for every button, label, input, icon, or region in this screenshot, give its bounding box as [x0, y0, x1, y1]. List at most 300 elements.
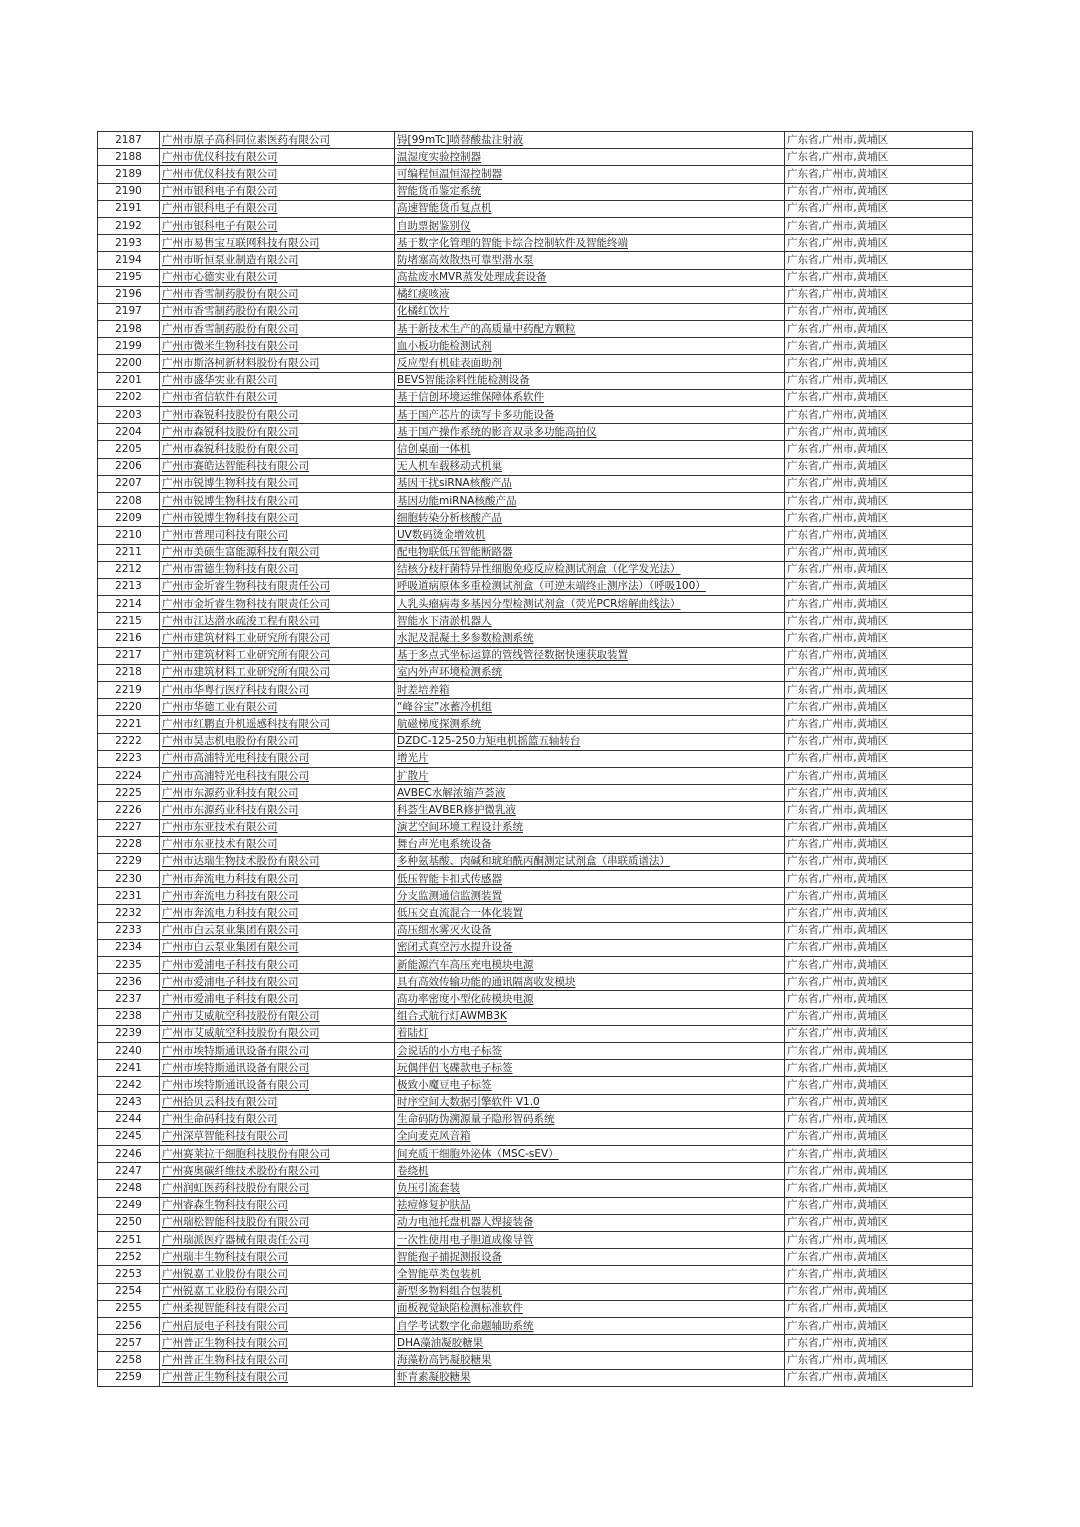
table-row	[98, 836, 973, 853]
region-cell: 广东省,广州市,黄埔区	[785, 1369, 973, 1386]
company-name-cell: 广州市原子高科同位素医药有限公司	[160, 132, 395, 149]
row-number-cell: 2199	[98, 338, 160, 355]
product-name-cell: 演艺空间环境工程设计系统	[395, 819, 785, 836]
region-cell: 广东省,广州市,黄埔区	[785, 1283, 973, 1300]
region-cell: 广东省,广州市,黄埔区	[785, 699, 973, 716]
product-name-cell: DHA藻油凝胶糖果	[395, 1335, 785, 1352]
region-cell: 广东省,广州市,黄埔区	[785, 1008, 973, 1025]
product-name-cell: 分支监测通信监测装置	[395, 888, 785, 905]
row-number-cell: 2245	[98, 1128, 160, 1145]
region-cell: 广东省,广州市,黄埔区	[785, 716, 973, 733]
company-name-cell: 广州市香雪制药股份有限公司	[160, 303, 395, 320]
table-row	[98, 647, 973, 664]
table-row	[98, 166, 973, 183]
region-cell: 广东省,广州市,黄埔区	[785, 974, 973, 991]
product-name-cell: 极致小魔豆电子标签	[395, 1077, 785, 1094]
row-number-cell: 2198	[98, 321, 160, 338]
company-name-cell: 广州市赛皓达智能科技有限公司	[160, 458, 395, 475]
product-name-cell: 玩偶伴侣飞碟款电子标签	[395, 1060, 785, 1077]
company-name-cell: 广州瑞丰生物科技有限公司	[160, 1249, 395, 1266]
region-cell: 广东省,广州市,黄埔区	[785, 1094, 973, 1111]
row-number-cell: 2219	[98, 682, 160, 699]
region-cell: 广东省,广州市,黄埔区	[785, 303, 973, 320]
product-name-cell: 智能水下清淤机器人	[395, 613, 785, 630]
company-name-cell: 广州市爱浦电子科技有限公司	[160, 957, 395, 974]
table-row	[98, 664, 973, 681]
product-name-cell: 生命码防伪溯源量子隐形智码系统	[395, 1111, 785, 1128]
row-number-cell: 2207	[98, 475, 160, 492]
product-name-cell: 室内外声环境检测系统	[395, 664, 785, 681]
row-number-cell: 2233	[98, 922, 160, 939]
company-name-cell: 广州市心德实业有限公司	[160, 269, 395, 286]
region-cell: 广东省,广州市,黄埔区	[785, 424, 973, 441]
region-cell: 广东省,广州市,黄埔区	[785, 1025, 973, 1042]
company-name-cell: 广州市达瑞生物技术股份有限公司	[160, 853, 395, 870]
region-cell: 广东省,广州市,黄埔区	[785, 1352, 973, 1369]
row-number-cell: 2247	[98, 1163, 160, 1180]
row-number-cell: 2203	[98, 407, 160, 424]
table-row	[98, 699, 973, 716]
row-number-cell: 2235	[98, 957, 160, 974]
company-name-cell: 广州睿森生物科技有限公司	[160, 1197, 395, 1214]
product-name-cell: 水泥及混凝土多参数检测系统	[395, 630, 785, 647]
table-body	[98, 132, 973, 1387]
region-cell: 广东省,广州市,黄埔区	[785, 1060, 973, 1077]
company-name-cell: 广州市优仪科技有限公司	[160, 166, 395, 183]
company-name-cell: 广州市斯洛柯新材料股份有限公司	[160, 355, 395, 372]
company-name-cell: 广州市东源药业科技有限公司	[160, 785, 395, 802]
row-number-cell: 2228	[98, 836, 160, 853]
row-number-cell: 2227	[98, 819, 160, 836]
table-row	[98, 1249, 973, 1266]
region-cell: 广东省,广州市,黄埔区	[785, 836, 973, 853]
product-name-cell: 无人机车载移动式机巢	[395, 458, 785, 475]
table-row	[98, 1128, 973, 1145]
table-row	[98, 527, 973, 544]
product-name-cell: 防堵塞高效散热可靠型潜水泵	[395, 252, 785, 269]
company-name-cell: 广州市盛华实业有限公司	[160, 372, 395, 389]
product-name-cell: 结核分枝杆菌特异性细胞免疫反应检测试剂盒（化学发光法）	[395, 561, 785, 578]
row-number-cell: 2226	[98, 802, 160, 819]
table-row	[98, 1060, 973, 1077]
product-name-cell: 智能孢子捕捉测报设备	[395, 1249, 785, 1266]
table-row	[98, 785, 973, 802]
table-row	[98, 957, 973, 974]
row-number-cell: 2237	[98, 991, 160, 1008]
row-number-cell: 2236	[98, 974, 160, 991]
region-cell: 广东省,广州市,黄埔区	[785, 1111, 973, 1128]
table-row	[98, 991, 973, 1008]
table-row	[98, 613, 973, 630]
row-number-cell: 2229	[98, 853, 160, 870]
product-name-cell: 密闭式真空污水提升设备	[395, 939, 785, 956]
table-row	[98, 871, 973, 888]
table-row	[98, 269, 973, 286]
company-name-cell: 广州普正生物科技有限公司	[160, 1369, 395, 1386]
company-name-cell: 广州瑞松智能科技股份有限公司	[160, 1214, 395, 1231]
company-name-cell: 广州柔视智能科技有限公司	[160, 1300, 395, 1317]
row-number-cell: 2252	[98, 1249, 160, 1266]
row-number-cell: 2190	[98, 183, 160, 200]
product-name-cell: 时差培养箱	[395, 682, 785, 699]
product-name-cell: 化橘红饮片	[395, 303, 785, 320]
table-row	[98, 1300, 973, 1317]
product-name-cell: 人乳头瘤病毒多基因分型检测试剂盒（荧光PCR熔解曲线法）	[395, 596, 785, 613]
product-name-cell: 温湿度实验控制器	[395, 149, 785, 166]
product-name-cell: 科荟生AVBER修护微乳液	[395, 802, 785, 819]
region-cell: 广东省,广州市,黄埔区	[785, 200, 973, 217]
region-cell: 广东省,广州市,黄埔区	[785, 647, 973, 664]
region-cell: 广东省,广州市,黄埔区	[785, 802, 973, 819]
product-name-cell: 锝[99mTc]喷替酸盐注射液	[395, 132, 785, 149]
region-cell: 广东省,广州市,黄埔区	[785, 355, 973, 372]
row-number-cell: 2218	[98, 664, 160, 681]
table-row	[98, 819, 973, 836]
company-name-cell: 广州市高浦特光电科技有限公司	[160, 750, 395, 767]
row-number-cell: 2242	[98, 1077, 160, 1094]
region-cell: 广东省,广州市,黄埔区	[785, 664, 973, 681]
region-cell: 广东省,广州市,黄埔区	[785, 1335, 973, 1352]
company-name-cell: 广州市金圻睿生物科技有限责任公司	[160, 578, 395, 595]
table-row	[98, 1025, 973, 1042]
row-number-cell: 2202	[98, 389, 160, 406]
product-name-cell: BEVS智能涂料性能检测设备	[395, 372, 785, 389]
table-row	[98, 1335, 973, 1352]
region-cell: 广东省,广州市,黄埔区	[785, 217, 973, 234]
company-name-cell: 广州润虹医药科技股份有限公司	[160, 1180, 395, 1197]
product-list-table	[97, 131, 973, 1387]
row-number-cell: 2206	[98, 458, 160, 475]
region-cell: 广东省,广州市,黄埔区	[785, 544, 973, 561]
region-cell: 广东省,广州市,黄埔区	[785, 492, 973, 509]
table-row	[98, 733, 973, 750]
company-name-cell: 广州市雷德生物科技有限公司	[160, 561, 395, 578]
table-row	[98, 1214, 973, 1231]
row-number-cell: 2189	[98, 166, 160, 183]
company-name-cell: 广州市建筑材料工业研究所有限公司	[160, 664, 395, 681]
row-number-cell: 2214	[98, 596, 160, 613]
table-row	[98, 682, 973, 699]
region-cell: 广东省,广州市,黄埔区	[785, 785, 973, 802]
region-cell: 广东省,广州市,黄埔区	[785, 321, 973, 338]
row-number-cell: 2253	[98, 1266, 160, 1283]
row-number-cell: 2223	[98, 750, 160, 767]
table-row	[98, 1077, 973, 1094]
company-name-cell: 广州启辰电子科技有限公司	[160, 1317, 395, 1334]
table-row	[98, 132, 973, 149]
company-name-cell: 广州市白云泵业集团有限公司	[160, 939, 395, 956]
row-number-cell: 2222	[98, 733, 160, 750]
region-cell: 广东省,广州市,黄埔区	[785, 1180, 973, 1197]
region-cell: 广东省,广州市,黄埔区	[785, 510, 973, 527]
product-name-cell: 舞台声光电系统设备	[395, 836, 785, 853]
product-name-cell: 间充质干细胞外泌体（MSC-sEV）	[395, 1146, 785, 1163]
table-row	[98, 200, 973, 217]
product-name-cell: 面板视觉缺陷检测标准软件	[395, 1300, 785, 1317]
table-row	[98, 544, 973, 561]
row-number-cell: 2257	[98, 1335, 160, 1352]
region-cell: 广东省,广州市,黄埔区	[785, 888, 973, 905]
product-name-cell: 智能货币鉴定系统	[395, 183, 785, 200]
table-row	[98, 1317, 973, 1334]
product-name-cell: 基于新技术生产的高质量中药配方颗粒	[395, 321, 785, 338]
table-row	[98, 303, 973, 320]
region-cell: 广东省,广州市,黄埔区	[785, 750, 973, 767]
row-number-cell: 2248	[98, 1180, 160, 1197]
table-row	[98, 853, 973, 870]
row-number-cell: 2246	[98, 1146, 160, 1163]
company-name-cell: 广州市锐博生物科技有限公司	[160, 475, 395, 492]
row-number-cell: 2251	[98, 1232, 160, 1249]
product-name-cell: 负压引流套装	[395, 1180, 785, 1197]
region-cell: 广东省,广州市,黄埔区	[785, 475, 973, 492]
company-name-cell: 广州生命码科技有限公司	[160, 1111, 395, 1128]
row-number-cell: 2192	[98, 217, 160, 234]
region-cell: 广东省,广州市,黄埔区	[785, 905, 973, 922]
company-name-cell: 广州市普理司科技有限公司	[160, 527, 395, 544]
company-name-cell: 广州市微米生物科技有限公司	[160, 338, 395, 355]
table-row	[98, 1008, 973, 1025]
region-cell: 广东省,广州市,黄埔区	[785, 561, 973, 578]
company-name-cell: 广州市奔流电力科技有限公司	[160, 905, 395, 922]
region-cell: 广东省,广州市,黄埔区	[785, 235, 973, 252]
company-name-cell: 广州市银科电子有限公司	[160, 217, 395, 234]
table-row	[98, 905, 973, 922]
row-number-cell: 2230	[98, 871, 160, 888]
region-cell: 广东省,广州市,黄埔区	[785, 991, 973, 1008]
company-name-cell: 广州市金圻睿生物科技有限责任公司	[160, 596, 395, 613]
table-row	[98, 1197, 973, 1214]
table-row	[98, 458, 973, 475]
region-cell: 广东省,广州市,黄埔区	[785, 578, 973, 595]
product-name-cell: 航磁梯度探测系统	[395, 716, 785, 733]
company-name-cell: 广州市香雪制药股份有限公司	[160, 321, 395, 338]
row-number-cell: 2224	[98, 767, 160, 784]
region-cell: 广东省,广州市,黄埔区	[785, 957, 973, 974]
company-name-cell: 广州市东亚技术有限公司	[160, 836, 395, 853]
region-cell: 广东省,广州市,黄埔区	[785, 252, 973, 269]
company-name-cell: 广州市昕恒泵业制造有限公司	[160, 252, 395, 269]
row-number-cell: 2259	[98, 1369, 160, 1386]
company-name-cell: 广州市艾威航空科技股份有限公司	[160, 1025, 395, 1042]
table-row	[98, 286, 973, 303]
company-name-cell: 广州赛奥碳纤维技术股份有限公司	[160, 1163, 395, 1180]
table-row	[98, 217, 973, 234]
product-name-cell: 基于国产操作系统的影音双录多功能高拍仪	[395, 424, 785, 441]
company-name-cell: 广州市建筑材料工业研究所有限公司	[160, 647, 395, 664]
row-number-cell: 2194	[98, 252, 160, 269]
row-number-cell: 2210	[98, 527, 160, 544]
company-name-cell: 广州市银科电子有限公司	[160, 200, 395, 217]
region-cell: 广东省,广州市,黄埔区	[785, 613, 973, 630]
region-cell: 广东省,广州市,黄埔区	[785, 1077, 973, 1094]
company-name-cell: 广州市美硕生富能源科技有限公司	[160, 544, 395, 561]
row-number-cell: 2217	[98, 647, 160, 664]
product-name-cell: 具有高效传输功能的通讯隔离收发模块	[395, 974, 785, 991]
company-name-cell: 广州市省信软件有限公司	[160, 389, 395, 406]
row-number-cell: 2196	[98, 286, 160, 303]
product-name-cell: AVBEC水解浓缩芦荟液	[395, 785, 785, 802]
product-name-cell: 增光片	[395, 750, 785, 767]
product-name-cell: 低压智能卡扣式传感器	[395, 871, 785, 888]
region-cell: 广东省,广州市,黄埔区	[785, 166, 973, 183]
product-name-cell: 着陆灯	[395, 1025, 785, 1042]
product-name-cell: 基因干扰siRNA核酸产品	[395, 475, 785, 492]
company-name-cell: 广州市森锐科技股份有限公司	[160, 407, 395, 424]
row-number-cell: 2241	[98, 1060, 160, 1077]
product-name-cell: 多种氨基酸、肉碱和琥珀酰丙酮测定试剂盒（串联质谱法）	[395, 853, 785, 870]
company-name-cell: 广州市昊志机电股份有限公司	[160, 733, 395, 750]
company-name-cell: 广州市易售宝互联网科技有限公司	[160, 235, 395, 252]
table-row	[98, 510, 973, 527]
table-row	[98, 407, 973, 424]
product-name-cell: 基于国产芯片的读写卡多功能设备	[395, 407, 785, 424]
product-name-cell: 可编程恒温恒湿控制器	[395, 166, 785, 183]
table-row	[98, 1163, 973, 1180]
table-row	[98, 492, 973, 509]
table-row	[98, 183, 973, 200]
company-name-cell: 广州市森锐科技股份有限公司	[160, 441, 395, 458]
row-number-cell: 2213	[98, 578, 160, 595]
region-cell: 广东省,广州市,黄埔区	[785, 871, 973, 888]
table-row	[98, 630, 973, 647]
product-name-cell: 低压交直流混合一体化装置	[395, 905, 785, 922]
product-name-cell: DZDC-125-250力矩电机摇篮五轴转台	[395, 733, 785, 750]
table-row	[98, 441, 973, 458]
row-number-cell: 2209	[98, 510, 160, 527]
company-name-cell: 广州市埃特斯通讯设备有限公司	[160, 1042, 395, 1059]
product-name-cell: 扩散片	[395, 767, 785, 784]
company-name-cell: 广州市高浦特光电科技有限公司	[160, 767, 395, 784]
table-row	[98, 716, 973, 733]
row-number-cell: 2187	[98, 132, 160, 149]
table-row	[98, 1111, 973, 1128]
region-cell: 广东省,广州市,黄埔区	[785, 630, 973, 647]
region-cell: 广东省,广州市,黄埔区	[785, 389, 973, 406]
company-name-cell: 广州锐嘉工业股份有限公司	[160, 1266, 395, 1283]
table-row	[98, 750, 973, 767]
product-name-cell: 海藻粉高钙凝胶糖果	[395, 1352, 785, 1369]
table-row	[98, 355, 973, 372]
row-number-cell: 2243	[98, 1094, 160, 1111]
row-number-cell: 2220	[98, 699, 160, 716]
row-number-cell: 2244	[98, 1111, 160, 1128]
row-number-cell: 2204	[98, 424, 160, 441]
row-number-cell: 2193	[98, 235, 160, 252]
product-name-cell: 会说话的小方电子标签	[395, 1042, 785, 1059]
row-number-cell: 2234	[98, 939, 160, 956]
product-name-cell: 动力电池托盘机器人焊接装备	[395, 1214, 785, 1231]
product-name-cell: 新型多物料组合包装机	[395, 1283, 785, 1300]
table-row	[98, 939, 973, 956]
region-cell: 广东省,广州市,黄埔区	[785, 1317, 973, 1334]
product-name-cell: 基因功能miRNA核酸产品	[395, 492, 785, 509]
table-row	[98, 252, 973, 269]
product-name-cell: “峰谷宝”冰蓄冷机组	[395, 699, 785, 716]
row-number-cell: 2188	[98, 149, 160, 166]
region-cell: 广东省,广州市,黄埔区	[785, 338, 973, 355]
row-number-cell: 2254	[98, 1283, 160, 1300]
region-cell: 广东省,广州市,黄埔区	[785, 596, 973, 613]
table-row	[98, 922, 973, 939]
table-row	[98, 1232, 973, 1249]
table-row	[98, 1352, 973, 1369]
product-name-cell: UV数码烫金增效机	[395, 527, 785, 544]
company-name-cell: 广州市红鹏直升机遥感科技有限公司	[160, 716, 395, 733]
company-name-cell: 广州普正生物科技有限公司	[160, 1335, 395, 1352]
product-name-cell: 反应型有机硅表面助剂	[395, 355, 785, 372]
row-number-cell: 2240	[98, 1042, 160, 1059]
company-name-cell: 广州市奔流电力科技有限公司	[160, 871, 395, 888]
region-cell: 广东省,广州市,黄埔区	[785, 1128, 973, 1145]
table-row	[98, 389, 973, 406]
region-cell: 广东省,广州市,黄埔区	[785, 286, 973, 303]
table-row	[98, 767, 973, 784]
row-number-cell: 2249	[98, 1197, 160, 1214]
company-name-cell: 广州市埃特斯通讯设备有限公司	[160, 1060, 395, 1077]
table-row	[98, 1042, 973, 1059]
product-name-cell: 祛痘修复护肤品	[395, 1197, 785, 1214]
region-cell: 广东省,广州市,黄埔区	[785, 1266, 973, 1283]
table-row	[98, 596, 973, 613]
region-cell: 广东省,广州市,黄埔区	[785, 458, 973, 475]
table-row	[98, 578, 973, 595]
product-name-cell: 配电物联低压智能断路器	[395, 544, 785, 561]
company-name-cell: 广州市江达潜水疏浚工程有限公司	[160, 613, 395, 630]
table-row	[98, 372, 973, 389]
company-name-cell: 广州市东亚技术有限公司	[160, 819, 395, 836]
company-name-cell: 广州市东源药业科技有限公司	[160, 802, 395, 819]
row-number-cell: 2211	[98, 544, 160, 561]
region-cell: 广东省,广州市,黄埔区	[785, 1249, 973, 1266]
company-name-cell: 广州瑞派医疗器械有限责任公司	[160, 1232, 395, 1249]
product-name-cell: 基于信创环境运维保障体系软件	[395, 389, 785, 406]
table-row	[98, 802, 973, 819]
region-cell: 广东省,广州市,黄埔区	[785, 819, 973, 836]
company-name-cell: 广州市银科电子有限公司	[160, 183, 395, 200]
region-cell: 广东省,广州市,黄埔区	[785, 922, 973, 939]
company-name-cell: 广州市锐博生物科技有限公司	[160, 510, 395, 527]
company-name-cell: 广州深草智能科技有限公司	[160, 1128, 395, 1145]
company-name-cell: 广州拾贝云科技有限公司	[160, 1094, 395, 1111]
product-name-cell: 细胞转染分析核酸产品	[395, 510, 785, 527]
company-name-cell: 广州市香雪制药股份有限公司	[160, 286, 395, 303]
region-cell: 广东省,广州市,黄埔区	[785, 1042, 973, 1059]
region-cell: 广东省,广州市,黄埔区	[785, 132, 973, 149]
region-cell: 广东省,广州市,黄埔区	[785, 1214, 973, 1231]
row-number-cell: 2197	[98, 303, 160, 320]
product-name-cell: 全智能草类包装机	[395, 1266, 785, 1283]
row-number-cell: 2232	[98, 905, 160, 922]
table-row	[98, 424, 973, 441]
product-name-cell: 组合式航行灯AWMB3K	[395, 1008, 785, 1025]
product-name-cell: 高盐废水MVR蒸发处理成套设备	[395, 269, 785, 286]
table-row	[98, 321, 973, 338]
product-name-cell: 一次性使用电子胆道成像导管	[395, 1232, 785, 1249]
row-number-cell: 2208	[98, 492, 160, 509]
row-number-cell: 2258	[98, 1352, 160, 1369]
product-name-cell: 血小板功能检测试剂	[395, 338, 785, 355]
row-number-cell: 2215	[98, 613, 160, 630]
row-number-cell: 2205	[98, 441, 160, 458]
region-cell: 广东省,广州市,黄埔区	[785, 407, 973, 424]
table-row	[98, 888, 973, 905]
company-name-cell: 广州市爱浦电子科技有限公司	[160, 991, 395, 1008]
row-number-cell: 2201	[98, 372, 160, 389]
company-name-cell: 广州市优仪科技有限公司	[160, 149, 395, 166]
company-name-cell: 广州市艾威航空科技股份有限公司	[160, 1008, 395, 1025]
table-row	[98, 974, 973, 991]
